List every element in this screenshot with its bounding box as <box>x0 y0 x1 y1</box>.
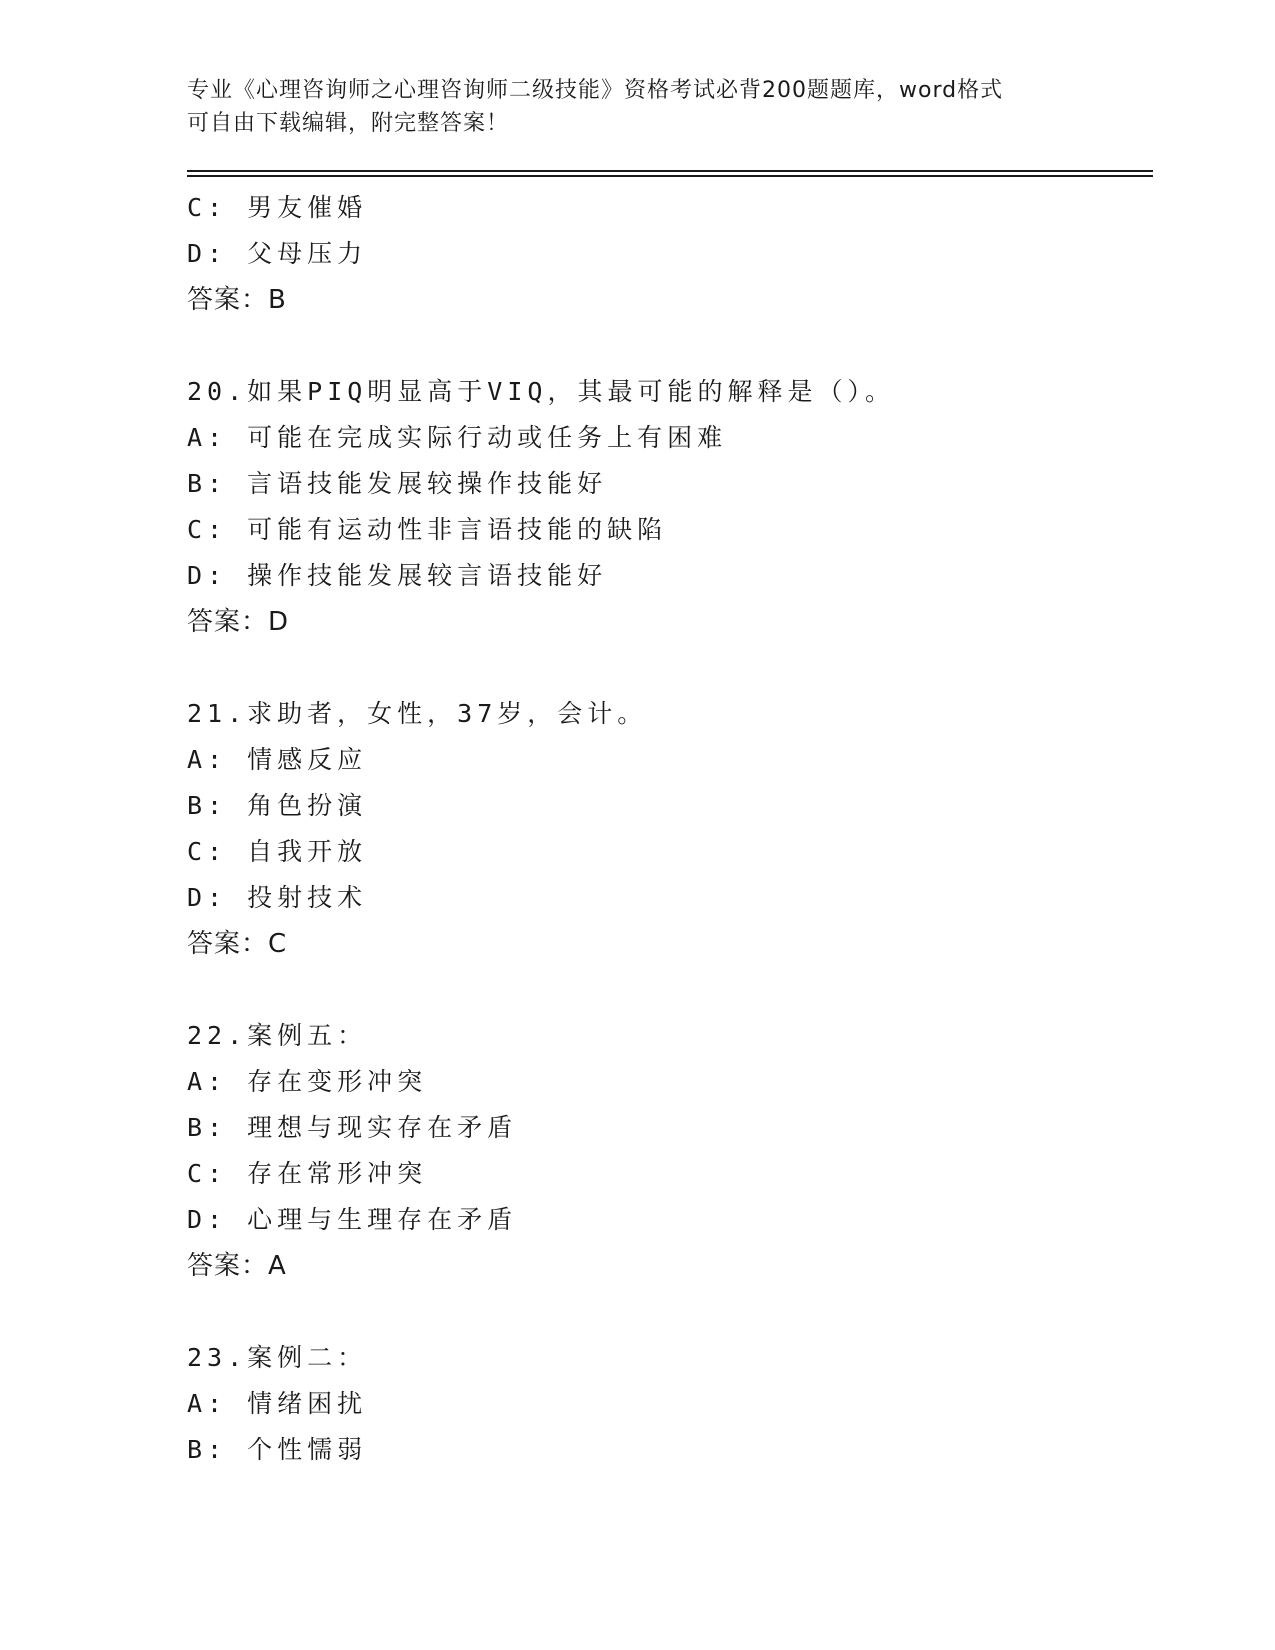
header-divider-bottom <box>187 175 1153 177</box>
option-a: A: 可能在完成实际行动或任务上有困难 <box>187 423 728 452</box>
answer-line: 答案：B <box>187 285 287 315</box>
spacer <box>187 323 1153 369</box>
header-title-line-1: 专业《心理咨询师之心理咨询师二级技能》资格考试必背200题题库，word格式 <box>187 78 1004 103</box>
option-d: D: 操作技能发展较言语技能好 <box>187 561 608 590</box>
option-a: A: 存在变形冲突 <box>187 1067 428 1096</box>
option-c: C: 可能有运动性非言语技能的缺陷 <box>187 515 668 544</box>
question-list <box>187 185 1153 1473</box>
question-block-21 <box>187 691 1153 967</box>
answer-line: 答案：A <box>187 1251 287 1281</box>
question-text: 23.案例二： <box>187 1343 368 1372</box>
option-c: C: 存在常形冲突 <box>187 1159 428 1188</box>
question-block-19 <box>187 185 1153 323</box>
option-d: D: 投射技术 <box>187 883 368 912</box>
option-a: A: 情感反应 <box>187 745 368 774</box>
option-b: B: 个性懦弱 <box>187 1435 368 1464</box>
spacer <box>187 967 1153 1013</box>
spacer <box>187 645 1153 691</box>
option-b: B: 理想与现实存在矛盾 <box>187 1113 518 1142</box>
question-block-23 <box>187 1335 1153 1473</box>
option-a: A: 情绪困扰 <box>187 1389 368 1418</box>
option-b: B: 言语技能发展较操作技能好 <box>187 469 608 498</box>
option-b: B: 角色扮演 <box>187 791 368 820</box>
option-c: C: 自我开放 <box>187 837 368 866</box>
option-d: D: 心理与生理存在矛盾 <box>187 1205 518 1234</box>
question-text: 20.如果PIQ明显高于VIQ，其最可能的解释是（）。 <box>187 377 895 406</box>
answer-line: 答案：D <box>187 607 290 637</box>
document-header <box>187 74 1087 140</box>
answer-line: 答案：C <box>187 929 288 959</box>
option-d: D: 父母压力 <box>187 239 368 268</box>
header-divider-top <box>187 170 1153 172</box>
header-title-line-2: 可自由下载编辑，附完整答案！ <box>187 111 510 136</box>
question-text: 22.案例五： <box>187 1021 368 1050</box>
option-c: C: 男友催婚 <box>187 193 368 222</box>
question-block-20 <box>187 369 1153 645</box>
spacer <box>187 1289 1153 1335</box>
question-block-22 <box>187 1013 1153 1289</box>
question-text: 21.求助者，女性，37岁，会计。 <box>187 699 648 728</box>
